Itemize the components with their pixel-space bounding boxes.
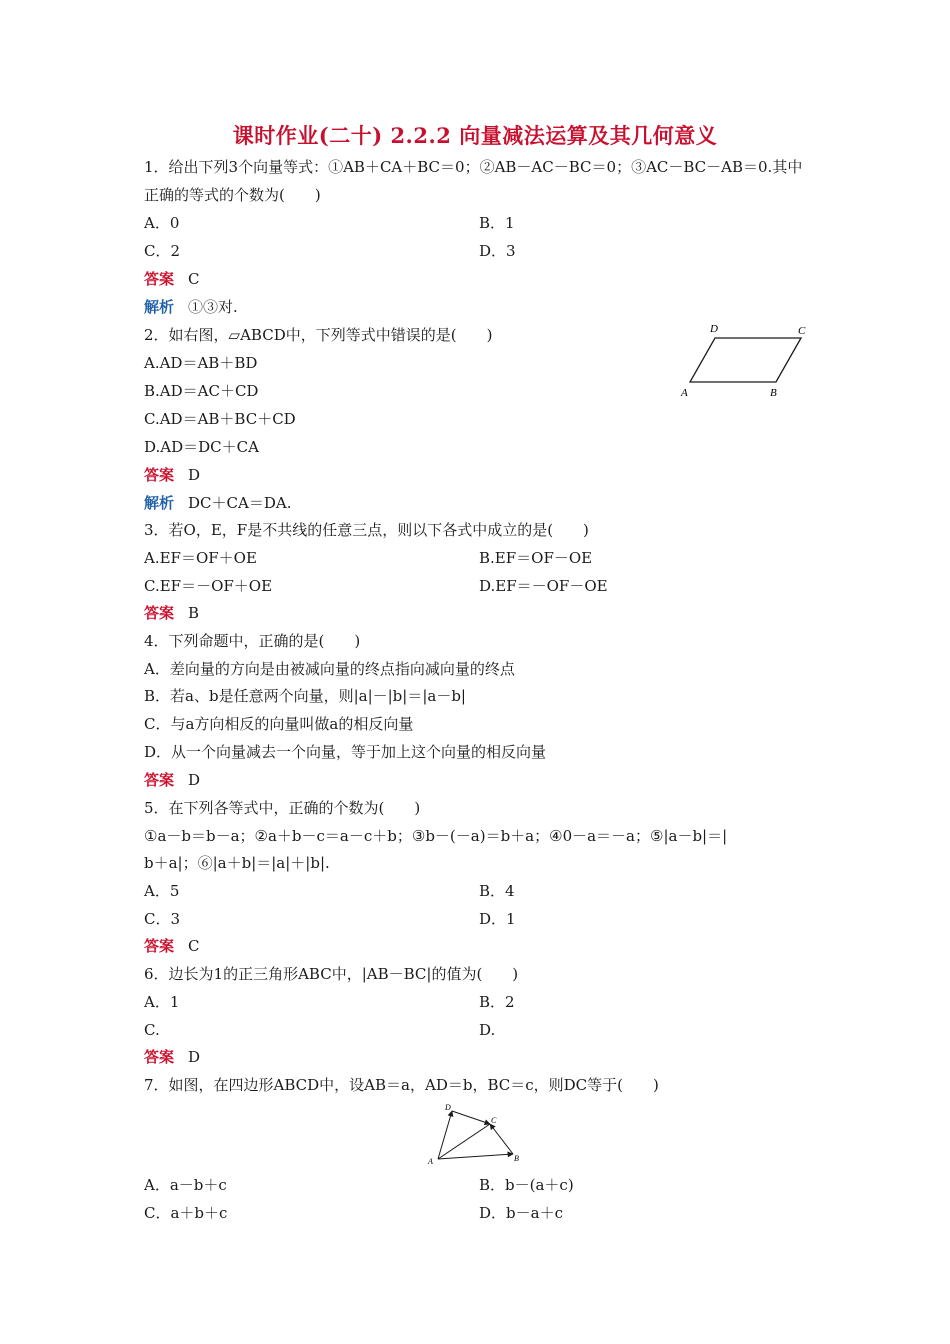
q4-option-c: C．与a方向相反的向量叫做a的相反向量 xyxy=(144,715,414,733)
analysis-label: 解析 xyxy=(144,298,175,316)
q3-answer xyxy=(144,602,199,624)
q2-option-a: A.AD＝AB＋BD xyxy=(144,354,258,372)
answer-label: 答案 xyxy=(144,604,175,622)
vertex-label-c: C xyxy=(798,325,806,337)
vertex-label-c: C xyxy=(491,1116,497,1125)
q5-option-d: D．1 xyxy=(479,910,516,928)
parallelogram-figure xyxy=(672,320,822,402)
quadrilateral-figure xyxy=(425,1100,525,1168)
q4-option-b: B．若a、b是任意两个向量，则|a|－|b|＝|a－b| xyxy=(144,687,466,705)
diagonal-ac xyxy=(438,1124,490,1159)
answer-label: 答案 xyxy=(144,937,175,955)
q7-stem: 7．如图，在四边形ABCD中，设AB＝a，AD＝b，BC＝c，则DC等于( ) xyxy=(144,1076,659,1094)
q2-analysis xyxy=(144,492,291,514)
q4-answer xyxy=(144,769,200,791)
answer-label: 答案 xyxy=(144,466,175,484)
q1-stem-line1: 1．给出下列3个向量等式：①AB＋CA＋BC＝0；②AB－AC－BC＝0；③AC－BC－AB＝0.其中 xyxy=(144,158,803,176)
analysis-text: ①③对. xyxy=(188,298,238,316)
q2-stem: 2．如右图，▱ABCD中，下列等式中错误的是( ) xyxy=(144,326,493,344)
q3-option-c: C.EF＝－OF＋OE xyxy=(144,577,273,595)
vertex-label-a: A xyxy=(681,387,688,399)
q1-option-c: C．2 xyxy=(144,242,181,260)
answer-value: C xyxy=(188,937,200,955)
vertex-label-d: D xyxy=(710,323,718,335)
q5-option-a: A．5 xyxy=(144,882,180,900)
q2-option-d: D.AD＝DC＋CA xyxy=(144,438,259,456)
vector-bc xyxy=(490,1124,513,1154)
q3-option-d: D.EF＝－OF－OE xyxy=(479,577,608,595)
q3-stem: 3．若O，E，F是不共线的任意三点，则以下各式中成立的是( ) xyxy=(144,521,589,539)
q3-option-a: A.EF＝OF＋OE xyxy=(144,549,257,567)
q5-statements-line2: b＋a|；⑥|a＋b|＝|a|＋|b|. xyxy=(144,854,330,872)
answer-value: D xyxy=(188,1048,201,1066)
q7-option-c: C．a＋b＋c xyxy=(144,1204,228,1222)
vector-dc xyxy=(452,1111,490,1124)
answer-value: D xyxy=(188,466,201,484)
q6-option-b: B．2 xyxy=(479,993,515,1011)
q2-option-c: C.AD＝AB＋BC＋CD xyxy=(144,410,296,428)
vector-ab xyxy=(438,1154,513,1159)
q5-statements-line1: ①a－b＝b－a；②a＋b－c＝a－c＋b；③b－(－a)＝b＋a；④0－a＝－a；⑤|a－b|＝| xyxy=(144,827,728,845)
q4-option-a: A．差向量的方向是由被减向量的终点指向减向量的终点 xyxy=(144,660,515,678)
q6-option-c: C. xyxy=(144,1021,160,1039)
answer-value: C xyxy=(188,270,200,288)
q2-option-b: B.AD＝AC＋CD xyxy=(144,382,259,400)
q6-option-d: D. xyxy=(479,1021,496,1039)
q4-stem: 4．下列命题中，正确的是( ) xyxy=(144,632,361,650)
q7-option-d: D．b－a＋c xyxy=(479,1204,563,1222)
answer-value: B xyxy=(188,604,200,622)
q5-answer xyxy=(144,935,200,957)
answer-label: 答案 xyxy=(144,270,175,288)
q3-option-b: B.EF＝OF－OE xyxy=(479,549,593,567)
vector-ad xyxy=(438,1111,452,1159)
q5-stem: 5．在下列各等式中，正确的个数为( ) xyxy=(144,799,421,817)
q6-answer xyxy=(144,1046,200,1068)
q1-analysis xyxy=(144,296,238,318)
answer-value: D xyxy=(188,771,201,789)
q4-option-d: D．从一个向量减去一个向量，等于加上这个向量的相反向量 xyxy=(144,743,547,761)
q5-option-b: B．4 xyxy=(479,882,515,900)
vertex-label-b: B xyxy=(770,387,777,399)
q1-option-d: D．3 xyxy=(479,242,516,260)
vertex-label-b: B xyxy=(514,1154,519,1163)
answer-label: 答案 xyxy=(144,771,175,789)
q1-stem-line2: 正确的等式的个数为( ) xyxy=(144,186,321,204)
q6-stem: 6．边长为1的正三角形ABC中，|AB－BC|的值为( ) xyxy=(144,965,519,983)
parallelogram-shape xyxy=(690,338,801,382)
vertex-label-a: A xyxy=(428,1157,433,1166)
q7-option-b: B．b－(a＋c) xyxy=(479,1176,574,1194)
analysis-text: DC＋CA＝DA. xyxy=(188,494,292,512)
q7-option-a: A．a－b＋c xyxy=(144,1176,227,1194)
analysis-label: 解析 xyxy=(144,494,175,512)
answer-label: 答案 xyxy=(144,1048,175,1066)
page-title: 课时作业(二十) 2.2.2 向量减法运算及其几何意义 xyxy=(232,123,718,148)
q1-option-b: B．1 xyxy=(479,214,515,232)
q2-answer xyxy=(144,464,200,486)
q1-answer xyxy=(144,268,200,290)
q1-option-a: A．0 xyxy=(144,214,180,232)
vertex-label-d: D xyxy=(445,1103,451,1112)
q6-option-a: A．1 xyxy=(144,993,180,1011)
q5-option-c: C．3 xyxy=(144,910,181,928)
